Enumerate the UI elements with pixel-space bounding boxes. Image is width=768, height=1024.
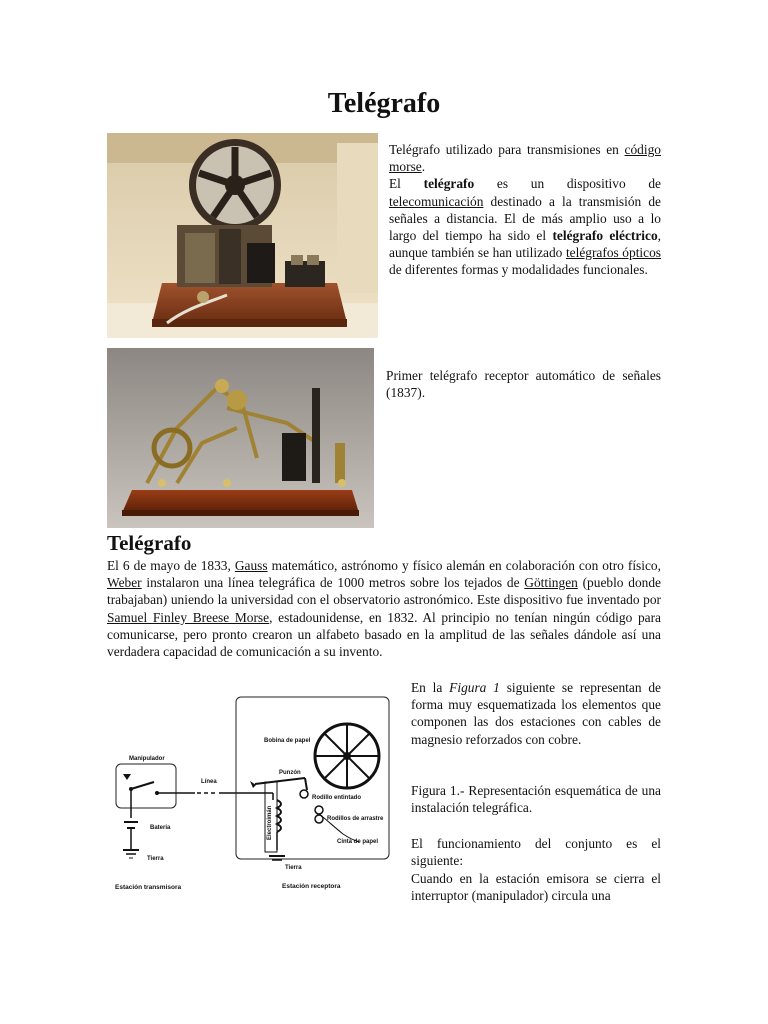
label-estacion-receptora: Estación receptora [282, 883, 341, 890]
link-codigo-morse[interactable]: código morse [389, 142, 661, 175]
history-paragraph [107, 557, 661, 660]
link-gottingen[interactable]: Göttingen [524, 575, 578, 591]
label-tierra-left: Tierra [147, 856, 164, 862]
receiver-photo-art [107, 348, 374, 528]
label-rodillo-entintado: Rodillo entintado [312, 795, 361, 801]
caption1-end: . [421, 159, 426, 175]
telegraph-photo-art [107, 133, 378, 338]
label-bobina: Bobina de papel [264, 738, 311, 744]
link-weber[interactable]: Weber [107, 575, 142, 591]
figure-intro-text: En la [411, 680, 443, 695]
page-title: Telégrafo [327, 88, 441, 119]
operation-text: Cuando en la estación emisora se cierra el interruptor (manipulador) circula una [411, 871, 661, 904]
label-bateria: Batería [150, 825, 171, 831]
figure-caption: Figura 1.- Representación esquemática de una instalación telegráfica. [411, 783, 661, 816]
intro-text: es un dispositivo de [496, 176, 661, 192]
telegraph-diagram [107, 690, 403, 900]
link-telegrafos-opticos[interactable]: telégrafos ópticos [565, 245, 661, 261]
photo1-caption [389, 141, 661, 279]
intro-text: El [389, 176, 401, 192]
figure-intro [411, 679, 661, 748]
history-text: instalaron una línea telegráfica de 1000 metros sobre los tejados de [146, 575, 520, 591]
link-telecomunicacion[interactable]: telecomunicación [389, 193, 484, 209]
receiver-photo [107, 348, 374, 528]
history-text: (pueblo donde trabajaban) uniendo la universidad con el observatorio astronómico. Este dispositivo fue inventado por [107, 575, 661, 608]
label-linea: Línea [201, 779, 217, 785]
figure-intro-text: siguiente se representan de forma muy esquematizada los elementos que componen las dos estaciones con cables de magnesio reforzados con cobre. [411, 680, 661, 747]
label-manipulador: Manipulador [129, 756, 165, 762]
history-text: matemático, astrónomo y físico alemán en colaboración con otro físico, [271, 558, 661, 573]
operation-lead: El funcionamiento del conjunto es el siguiente: [411, 836, 661, 869]
label-punzon: Punzón [279, 770, 301, 776]
intro-bold-telegrafo: telégrafo [423, 176, 475, 192]
intro-bold-telegrafo-electrico: telégrafo eléctrico [552, 228, 658, 244]
receiver-box [236, 697, 389, 859]
diagram-svg [107, 690, 403, 900]
label-electroiman: Electroimán [267, 805, 273, 840]
link-gauss[interactable]: Gauss [234, 558, 268, 573]
link-samuel-morse[interactable]: Samuel Finley Breese Morse [107, 609, 270, 625]
intro-text: , aunque también se han utilizado [389, 228, 662, 261]
caption1-text: Telégrafo utilizado para transmisiones en [389, 142, 619, 157]
photo2-caption: Primer telégrafo receptor automático de señales (1837). [386, 368, 661, 401]
label-cinta: Cinta de papel [337, 839, 379, 845]
telegraph-photo [107, 133, 378, 338]
intro-text: de diferentes formas y modalidades funcionales. [389, 262, 648, 278]
label-estacion-transmisora: Estación transmisora [115, 884, 182, 891]
intro-text: destinado a la transmisión de señales a distancia. El de más amplio uso a lo largo del tiempo ha sido el [389, 193, 661, 244]
label-rodillos-arrastre: Rodillos de arrastre [327, 816, 384, 822]
history-text: , estadounidense, en 1832. Al principio no tenían ningún código para comunicarse, pero pronto crearon un alfabeto basado en la amplitud de las señales dándole así una verdadera capacidad de comunicación a su invento. [107, 609, 661, 660]
transmitter-box [116, 764, 176, 808]
figure-ref: Figura 1 [449, 680, 500, 695]
history-text: El 6 de mayo de 1833, [107, 558, 231, 573]
label-tierra-right: Tierra [285, 865, 302, 871]
section-heading: Telégrafo [107, 531, 192, 555]
